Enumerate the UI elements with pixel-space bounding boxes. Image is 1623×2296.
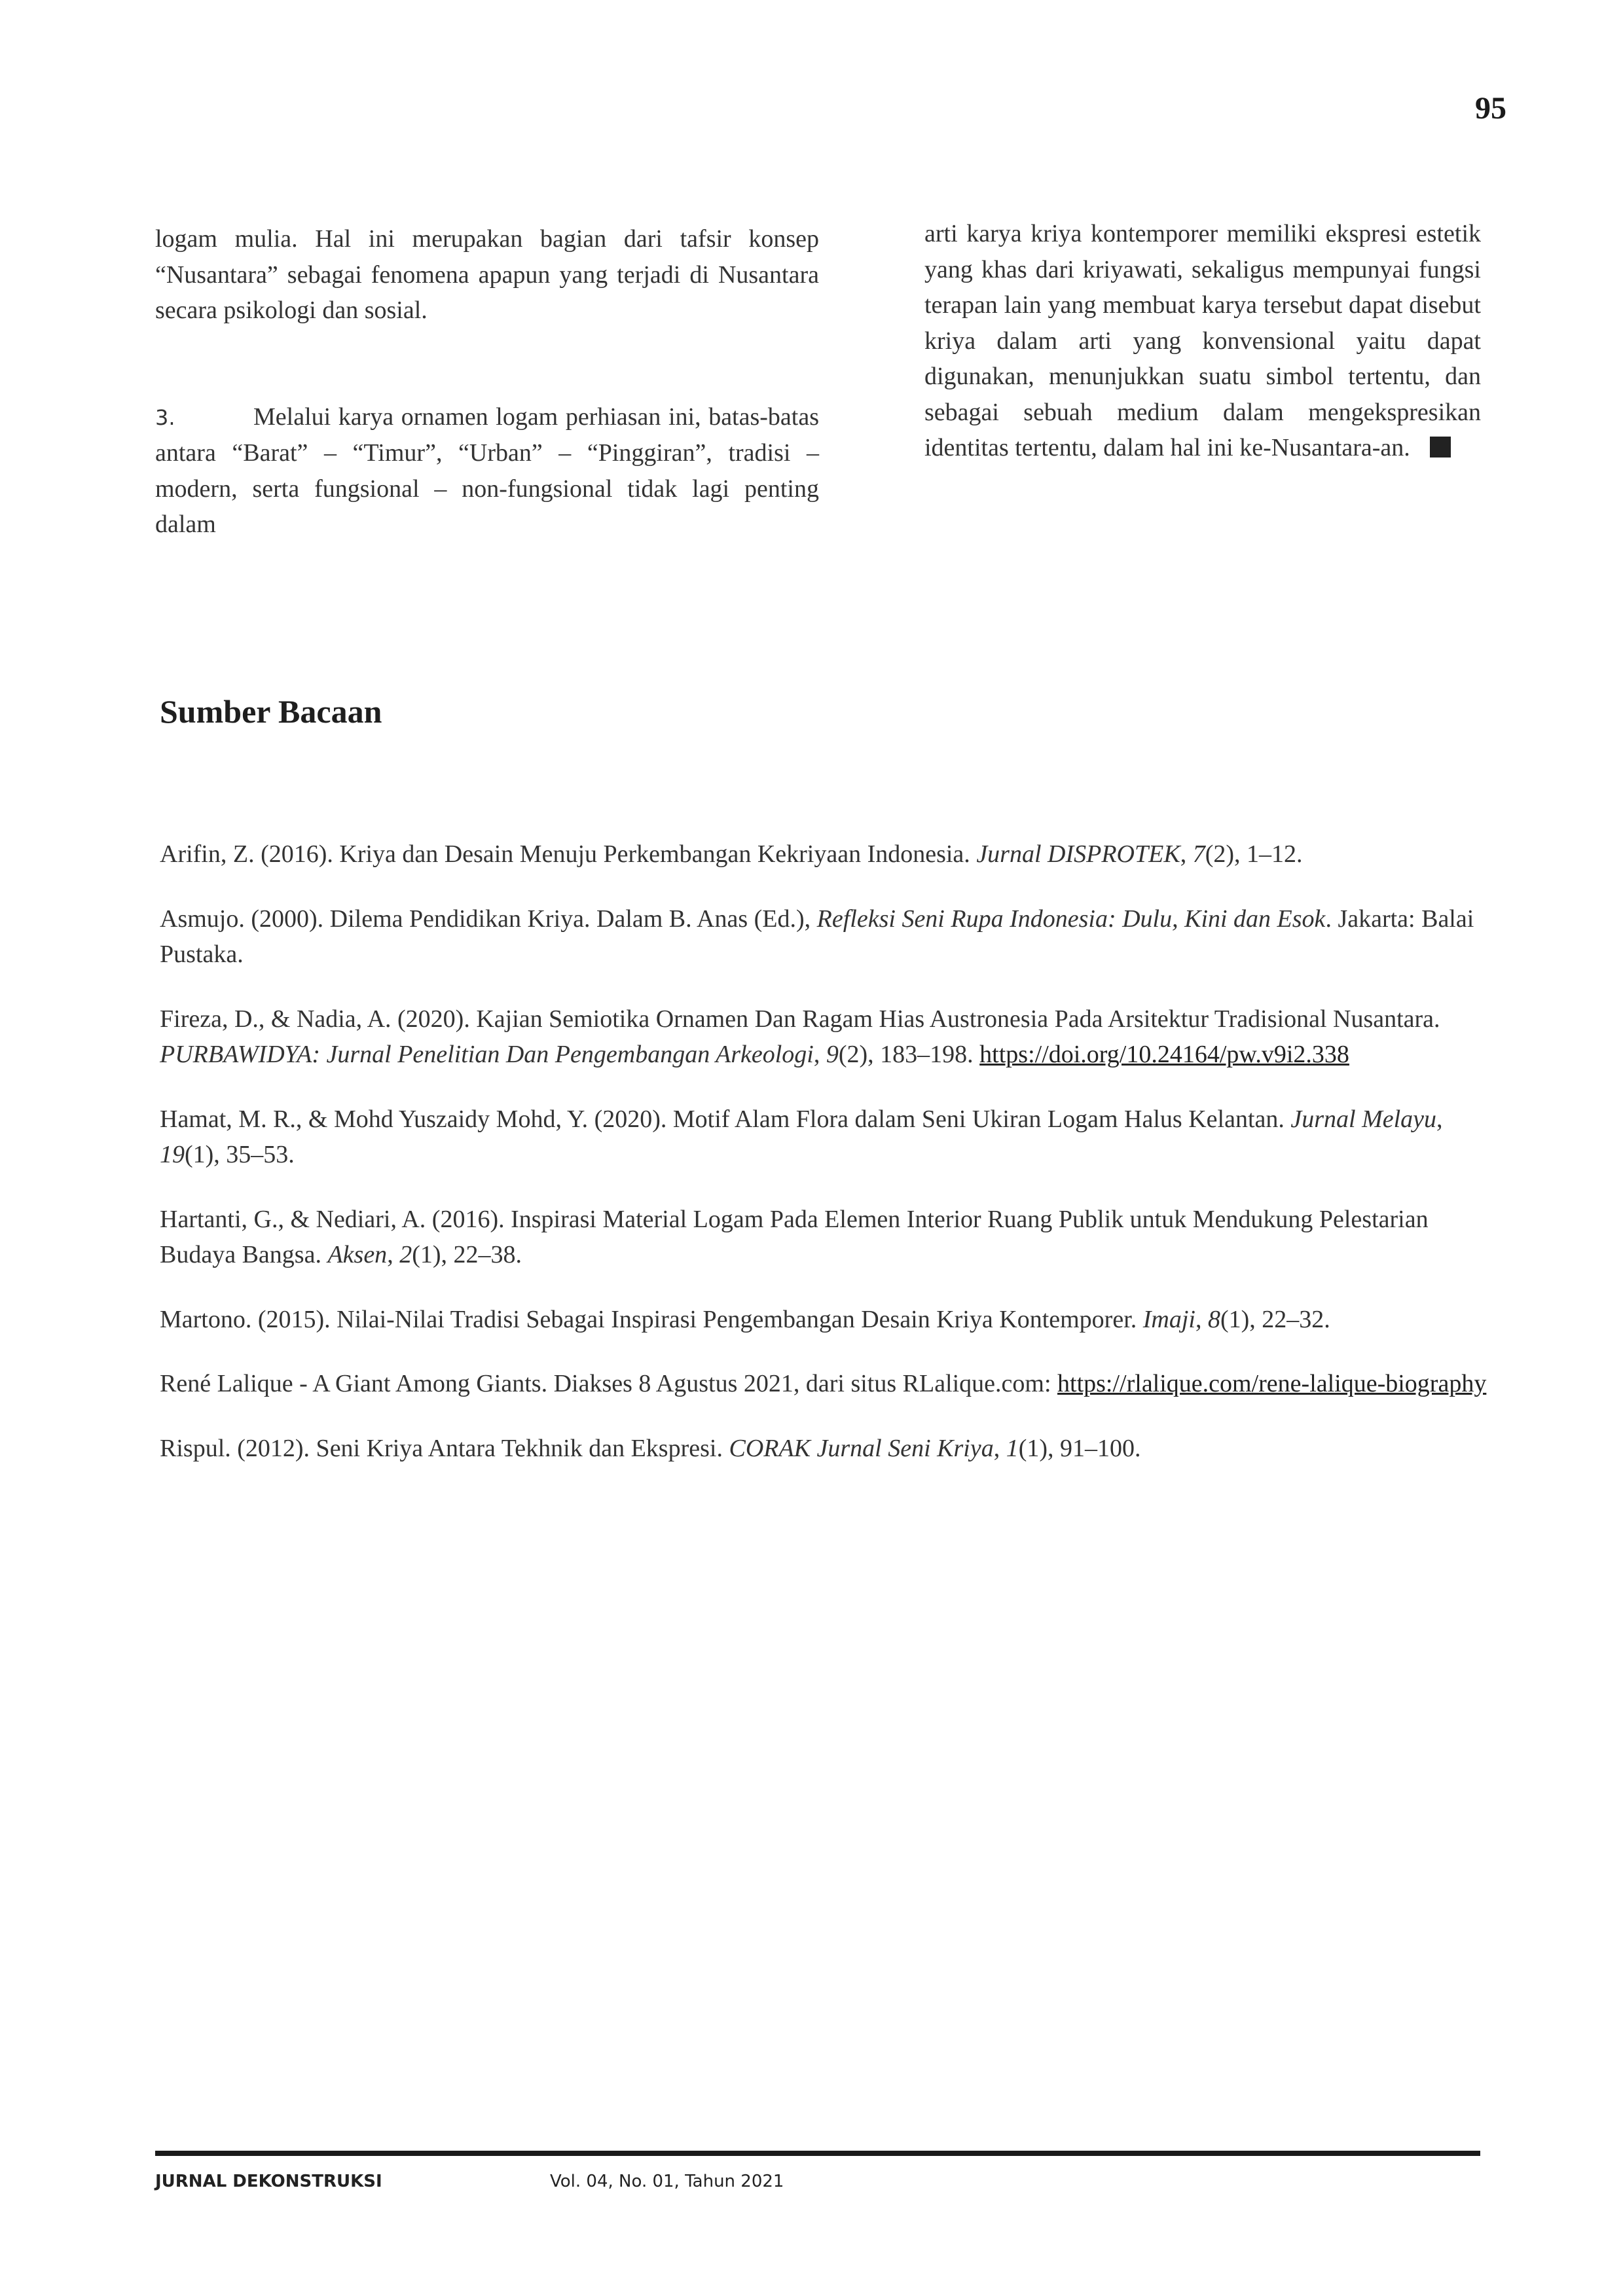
- right-paragraph-text: arti karya kriya kontemporer memiliki ekspresi estetik yang khas dari kriyawati, sekaligus mempunyai fungsi terapan lain yang membuat karya tersebut dapat disebut kriya dalam arti yang konvensional yaitu dapat digunakan, menunjukkan suatu simbol tertentu, dan sebagai sebuah medium dalam mengekspresikan identitas tertentu, dalam hal ini ke-Nusantara-an.: [924, 220, 1481, 461]
- reference-separator: ,: [1195, 1305, 1208, 1333]
- reference-details: . Jakarta: Balai Pustaka.: [160, 905, 1474, 968]
- reference-text: René Lalique - A Giant Among Giants. Diakses 8 Agustus 2021, dari situs RLalique.com:: [160, 1370, 1058, 1397]
- reference-source-title: Imaji: [1142, 1305, 1195, 1333]
- right-column: [924, 216, 1481, 466]
- reference-text: Fireza, D., & Nadia, A. (2020). Kajian Semiotika Ornamen Dan Ragam Hias Austronesia Pada Arsitektur Tradisional Nusantara.: [160, 1005, 1440, 1033]
- reference-text: Arifin, Z. (2016). Kriya dan Desain Menuju Perkembangan Kekriyaan Indonesia.: [160, 840, 977, 868]
- reference-text: Hartanti, G., & Nediari, A. (2016). Inspirasi Material Logam Pada Elemen Interior Ruang Publik untuk Mendukung Pelestarian Budaya Bangsa.: [160, 1205, 1429, 1268]
- left-numbered-paragraph: [155, 399, 819, 543]
- footer-journal-name: JURNAL DEKONSTRUKSI: [155, 2172, 382, 2191]
- reference-separator: ,: [387, 1241, 400, 1268]
- end-of-article-square-icon: [1430, 437, 1451, 457]
- reference-details: (1), 35–53.: [185, 1141, 295, 1168]
- reference-item: [160, 901, 1489, 973]
- reference-details: (2), 1–12.: [1205, 840, 1303, 868]
- reference-item: [160, 836, 1489, 872]
- page-number: 95: [1475, 91, 1506, 126]
- reference-item: [160, 1001, 1489, 1073]
- reference-source-title: Jurnal DISPROTEK: [976, 840, 1180, 868]
- reference-separator: ,: [1436, 1105, 1443, 1133]
- reference-details: (1), 22–38.: [412, 1241, 522, 1268]
- reference-separator: ,: [993, 1434, 1006, 1462]
- left-paragraph-text: Melalui karya ornamen logam perhiasan ini, batas-batas antara “Barat” – “Timur”, “Urban” – “Pinggiran”, tradisi – modern, serta fungsional – non-fungsional tidak lagi penting dalam: [155, 403, 819, 538]
- reference-text: Hamat, M. R., & Mohd Yuszaidy Mohd, Y. (2020). Motif Alam Flora dalam Seni Ukiran Logam Halus Kelantan.: [160, 1105, 1291, 1133]
- reference-volume: 9: [826, 1041, 839, 1068]
- list-number: 3.: [155, 404, 175, 430]
- reference-source-title: PURBAWIDYA: Jurnal Penelitian Dan Pengembangan Arkeologi: [160, 1041, 814, 1068]
- section-heading: Sumber Bacaan: [160, 693, 382, 730]
- footer-divider: [155, 2151, 1480, 2156]
- left-column: [155, 221, 819, 543]
- reference-source-title: Jurnal Melayu: [1290, 1105, 1437, 1133]
- reference-text: Asmujo. (2000). Dilema Pendidikan Kriya. Dalam B. Anas (Ed.),: [160, 905, 817, 933]
- left-paragraph: logam mulia. Hal ini merupakan bagian dari tafsir konsep “Nusantara” sebagai fenomena apapun yang terjadi di Nusantara secara psikologi dan sosial.: [155, 225, 819, 324]
- reference-link[interactable]: https://doi.org/10.24164/pw.v9i2.338: [979, 1041, 1349, 1068]
- reference-details: (1), 91–100.: [1018, 1434, 1141, 1462]
- reference-volume: 1: [1006, 1434, 1019, 1462]
- reference-separator: ,: [813, 1041, 826, 1068]
- reference-separator: ,: [1180, 840, 1193, 868]
- reference-item: [160, 1366, 1489, 1402]
- reference-text: Rispul. (2012). Seni Kriya Antara Tekhnik dan Ekspresi.: [160, 1434, 729, 1462]
- reference-details: (2), 183–198.: [838, 1041, 980, 1068]
- reference-source-title: Refleksi Seni Rupa Indonesia: Dulu, Kini dan Esok: [816, 905, 1326, 933]
- reference-source-title: CORAK Jurnal Seni Kriya: [729, 1434, 994, 1462]
- reference-list: [160, 836, 1489, 1495]
- reference-item: [160, 1302, 1489, 1338]
- reference-item: [160, 1202, 1489, 1273]
- right-paragraph: [924, 216, 1481, 466]
- reference-volume: 8: [1207, 1305, 1220, 1333]
- reference-link[interactable]: https://rlalique.com/rene-lalique-biography: [1057, 1370, 1487, 1397]
- reference-item: [160, 1102, 1489, 1173]
- reference-source-title: Aksen: [327, 1241, 388, 1268]
- reference-volume: 19: [160, 1141, 185, 1168]
- reference-details: (1), 22–32.: [1220, 1305, 1330, 1333]
- footer-volume-info: Vol. 04, No. 01, Tahun 2021: [550, 2172, 784, 2191]
- reference-item: [160, 1431, 1489, 1467]
- reference-volume: 7: [1192, 840, 1205, 868]
- reference-text: Martono. (2015). Nilai-Nilai Tradisi Sebagai Inspirasi Pengembangan Desain Kriya Kontemporer.: [160, 1305, 1143, 1333]
- reference-volume: 2: [399, 1241, 412, 1268]
